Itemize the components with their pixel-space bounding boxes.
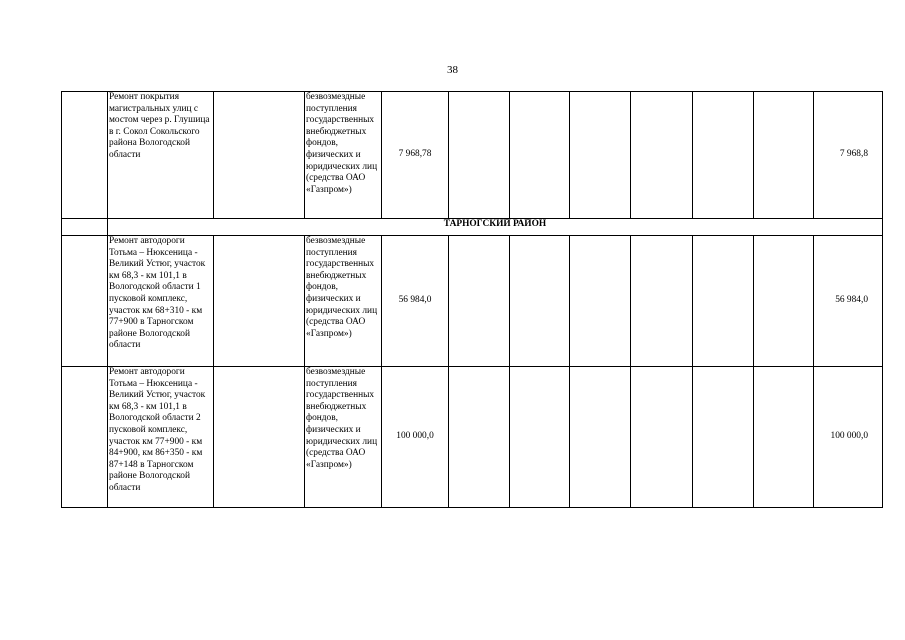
section-row <box>62 219 883 236</box>
empty-cell <box>754 367 814 508</box>
amount-cell: 100 000,0 <box>382 367 449 508</box>
page-number: 38 <box>447 64 458 76</box>
empty-cell <box>693 92 754 219</box>
table-row <box>62 236 883 367</box>
project-description: Ремонт автодороги Тотьма – Нюксеница - Великий Устюг, участок км 68,3 - км 101,1 в Вологодской области 1 пусковой комплекс, участок км 68+310 - км 77+900 в Тарногском районе Вологодской области <box>108 236 214 367</box>
amount-cell: 56 984,0 <box>382 236 449 367</box>
empty-cell <box>510 236 570 367</box>
project-description: Ремонт автодороги Тотьма – Нюксеница - Великий Устюг, участок км 68,3 - км 101,1 в Вологодской области 2 пусковой комплекс, участок км 77+900 - км 84+900, км 86+350 - км 87+148 в Тарногском районе Вологодской области <box>108 367 214 508</box>
total-cell: 100 000,0 <box>814 367 883 508</box>
empty-cell <box>214 367 305 508</box>
row-number-cell <box>62 367 108 508</box>
empty-cell <box>510 367 570 508</box>
empty-cell <box>449 367 510 508</box>
total-cell: 7 968,8 <box>814 92 883 219</box>
budget-table <box>61 91 883 508</box>
empty-cell <box>693 236 754 367</box>
row-number-cell <box>62 92 108 219</box>
row-number-cell <box>62 219 108 236</box>
empty-cell <box>449 92 510 219</box>
funding-source: безвозмездные поступления государственных внебюджетных фондов, физических и юридических лиц (средства ОАО «Газпром») <box>305 367 382 508</box>
empty-cell <box>631 236 693 367</box>
empty-cell <box>754 236 814 367</box>
empty-cell <box>570 367 631 508</box>
row-number-cell <box>62 236 108 367</box>
total-cell: 56 984,0 <box>814 236 883 367</box>
empty-cell <box>631 367 693 508</box>
table-row <box>62 367 883 508</box>
empty-cell <box>754 92 814 219</box>
empty-cell <box>570 92 631 219</box>
table-row <box>62 92 883 219</box>
amount-cell: 7 968,78 <box>382 92 449 219</box>
empty-cell <box>570 236 631 367</box>
funding-source: безвозмездные поступления государственных внебюджетных фондов, физических и юридических лиц (средства ОАО «Газпром») <box>305 236 382 367</box>
empty-cell <box>693 367 754 508</box>
empty-cell <box>214 92 305 219</box>
empty-cell <box>214 236 305 367</box>
section-heading: ТАРНОГСКИЙ РАЙОН <box>108 219 883 236</box>
project-description: Ремонт покрытия магистральных улиц с мостом через р. Глушица в г. Сокол Сокольского района Вологодской области <box>108 92 214 219</box>
funding-source: безвозмездные поступления государственных внебюджетных фондов, физических и юридических лиц (средства ОАО «Газпром») <box>305 92 382 219</box>
empty-cell <box>631 92 693 219</box>
empty-cell <box>449 236 510 367</box>
empty-cell <box>510 92 570 219</box>
